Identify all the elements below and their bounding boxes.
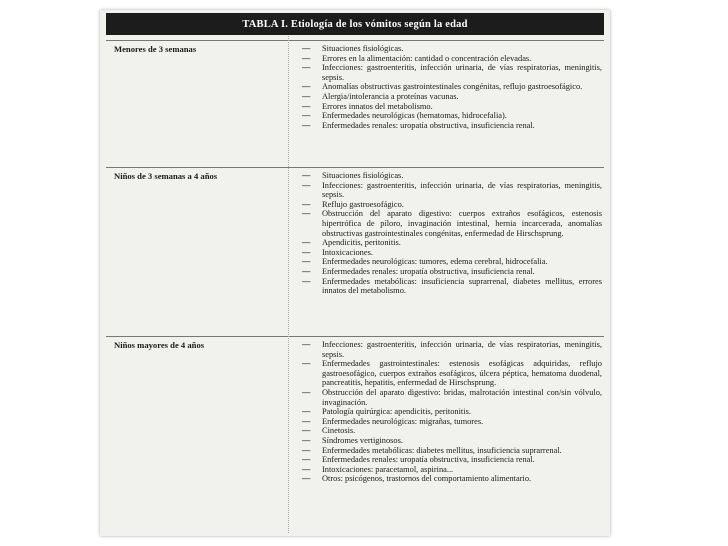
cause-item: — Enfermedades renales: uropatía obstructiva, insuficiencia renal. — [302, 267, 602, 277]
cause-item: — Intoxicaciones: paracetamol, aspirina... — [302, 465, 602, 475]
cause-list — [302, 340, 602, 484]
cause-item: — Obstrucción del aparato digestivo: bridas, malrotación intestinal con/sin vólvulo, invaginación. — [302, 388, 602, 407]
age-group-label: Niños mayores de 4 años — [114, 340, 205, 350]
cause-item: — Infecciones: gastroenteritis, infección urinaria, de vías respiratorias, meningitis, sepsis. — [302, 181, 602, 200]
cause-item: — Otros: psicógenos, trastornos del comportamiento alimentario. — [302, 474, 602, 484]
cause-list — [302, 171, 602, 296]
cause-item: — Errores en la alimentación: cantidad o concentración elevadas. — [302, 54, 602, 64]
cause-item: — Enfermedades neurológicas (hematomas, hidrocefalia). — [302, 111, 602, 121]
cause-item: — Enfermedades neurológicas: migrañas, tumores. — [302, 417, 602, 427]
cause-item: — Enfermedades gastrointestinales: estenosis esofágicas adquiridas, reflujo gastroesofágico, cuerpos extraños esofágicos, úlcera péptica, hematoma duodenal, pancreatitis, hepatitis, enfermedad de Hirschsprung. — [302, 359, 602, 388]
cause-item: — Alergia/intolerancia a proteínas vacunas. — [302, 92, 602, 102]
cause-item: — Patología quirúrgica: apendicitis, peritonitis. — [302, 407, 602, 417]
cause-item: — Enfermedades neurológicas: tumores, edema cerebral, hidrocefalia. — [302, 257, 602, 267]
cause-item: — Errores innatos del metabolismo. — [302, 102, 602, 112]
cause-item: — Enfermedades metabólicas: insuficiencia suprarrenal, diabetes mellitus, errores innatos del metabolismo. — [302, 277, 602, 296]
table-section — [106, 336, 604, 534]
cause-item: — Intoxicaciones. — [302, 248, 602, 258]
cause-item: — Infecciones: gastroenteritis, infección urinaria, de vías respiratorias, meningitis, sepsis. — [302, 63, 602, 82]
cause-item: — Síndromes vertiginosos. — [302, 436, 602, 446]
table-title: TABLA I. Etiología de los vómitos según la edad — [106, 13, 604, 35]
cause-item: — Cinetosis. — [302, 426, 602, 436]
cause-list — [302, 44, 602, 130]
age-group-label: Niños de 3 semanas a 4 años — [114, 171, 218, 181]
age-group-label: Menores de 3 semanas — [114, 44, 197, 54]
cause-item: — Obstrucción del aparato digestivo: cuerpos extraños esofágicos, estenosis hipertrófica de píloro, invaginación intestinal, hernia incarcerada, anomalías obstructivas gastrointestinales congénitas, enfermedad de Hirschsprung. — [302, 209, 602, 238]
cause-item: — Anomalías obstructivas gastrointestinales congénitas, reflujo gastroesofágico. — [302, 82, 602, 92]
cause-item: — Enfermedades renales: uropatía obstructiva, insuficiencia renal. — [302, 455, 602, 465]
cause-item: — Situaciones fisiológicas. — [302, 171, 602, 181]
cause-item: — Enfermedades renales: uropatía obstructiva, insuficiencia renal. — [302, 121, 602, 131]
cause-item: — Infecciones: gastroenteritis, infección urinaria, de vías respiratorias, meningitis, sepsis. — [302, 340, 602, 359]
cause-item: — Enfermedades metabólicas: diabetes mellitus, insuficiencia suprarrenal. — [302, 446, 602, 456]
cause-item: — Apendicitis, peritonitis. — [302, 238, 602, 248]
table-section — [106, 167, 604, 336]
cause-item: — Situaciones fisiológicas. — [302, 44, 602, 54]
table-sheet — [100, 10, 610, 536]
cause-item: — Reflujo gastroesofágico. — [302, 200, 602, 210]
table-section — [106, 40, 604, 167]
